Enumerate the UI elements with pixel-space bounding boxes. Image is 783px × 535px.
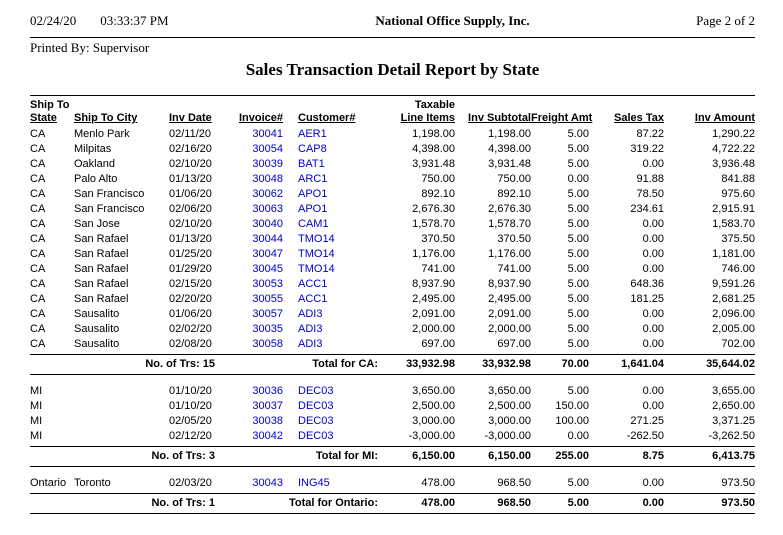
- cell-invoice-link[interactable]: 30041: [252, 128, 283, 140]
- cell-inv-date: 02/08/20: [169, 338, 212, 350]
- state-group: [30, 384, 755, 467]
- cell-state: CA: [30, 323, 46, 335]
- cell-taxable-line-items: 2,676.30: [412, 203, 455, 215]
- group-summary-row: [30, 493, 755, 514]
- cell-invoice-link[interactable]: 30044: [252, 233, 283, 245]
- cell-sales-tax: 234.61: [630, 203, 664, 215]
- cell-freight-amt: 5.00: [567, 293, 589, 305]
- cell-inv-amount: 973.50: [721, 477, 755, 489]
- cell-invoice-link[interactable]: 30040: [252, 218, 283, 230]
- cell-inv-date: 02/06/20: [169, 203, 212, 215]
- cell-taxable-line-items: 3,931.48: [412, 158, 455, 170]
- cell-inv-date: 02/15/20: [169, 278, 212, 290]
- total-inv-amount: 35,644.02: [706, 358, 755, 370]
- cell-inv-subtotal: 1,198.00: [488, 128, 531, 140]
- table-row: [30, 384, 755, 399]
- cell-taxable-line-items: 2,091.00: [412, 308, 455, 320]
- cell-inv-subtotal: 3,931.48: [488, 158, 531, 170]
- cell-freight-amt: 5.00: [567, 248, 589, 260]
- cell-customer-link[interactable]: DEC03: [298, 400, 334, 412]
- cell-inv-date: 01/06/20: [169, 188, 212, 200]
- cell-state: CA: [30, 248, 46, 260]
- cell-inv-date: 02/20/20: [169, 293, 212, 305]
- cell-inv-amount: 3,655.00: [712, 385, 755, 397]
- cell-freight-amt: 5.00: [567, 338, 589, 350]
- cell-city: San Francisco: [74, 188, 145, 200]
- cell-city: Toronto: [74, 477, 111, 489]
- cell-freight-amt: 5.00: [567, 477, 589, 489]
- cell-state: CA: [30, 128, 46, 140]
- cell-state: Ontario: [30, 477, 67, 489]
- cell-sales-tax: -262.50: [626, 430, 664, 442]
- cell-taxable-line-items: 892.10: [421, 188, 455, 200]
- cell-inv-date: 01/10/20: [169, 400, 212, 412]
- table-row: [30, 202, 755, 217]
- cell-inv-subtotal: 968.50: [497, 477, 531, 489]
- cell-customer-link[interactable]: CAP8: [298, 143, 327, 155]
- cell-invoice-link[interactable]: 30035: [252, 323, 283, 335]
- cell-inv-date: 02/16/20: [169, 143, 212, 155]
- cell-sales-tax: 319.22: [630, 143, 664, 155]
- cell-invoice-link[interactable]: 30038: [252, 415, 283, 427]
- table-row: [30, 292, 755, 307]
- cell-inv-amount: 746.00: [721, 263, 755, 275]
- cell-state: CA: [30, 263, 46, 275]
- cell-freight-amt: 5.00: [567, 263, 589, 275]
- cell-invoice-link[interactable]: 30054: [252, 143, 283, 155]
- cell-taxable-line-items: 697.00: [421, 338, 455, 350]
- cell-inv-subtotal: 8,937.90: [488, 278, 531, 290]
- cell-freight-amt: 5.00: [567, 308, 589, 320]
- cell-inv-date: 01/29/20: [169, 263, 212, 275]
- total-freight-amt: 70.00: [561, 358, 589, 370]
- cell-freight-amt: 5.00: [567, 143, 589, 155]
- column-header-customer: Customer#: [298, 112, 356, 124]
- cell-freight-amt: 5.00: [567, 385, 589, 397]
- column-header-sales-tax: Sales Tax: [614, 112, 664, 124]
- cell-taxable-line-items: 2,500.00: [412, 400, 455, 412]
- table-row: [30, 217, 755, 232]
- cell-sales-tax: 0.00: [642, 308, 664, 320]
- cell-inv-subtotal: 2,676.30: [488, 203, 531, 215]
- cell-inv-amount: 375.50: [721, 233, 755, 245]
- cell-city: [74, 429, 167, 444]
- cell-inv-date: 02/11/20: [169, 128, 212, 140]
- cell-customer-link[interactable]: CAM1: [298, 218, 329, 230]
- cell-invoice-link[interactable]: 30039: [252, 158, 283, 170]
- table-row: [30, 262, 755, 277]
- cell-inv-amount: 1,290.22: [712, 128, 755, 140]
- cell-customer-link[interactable]: BAT1: [298, 158, 325, 170]
- cell-taxable-line-items: 478.00: [421, 477, 455, 489]
- table-row: [30, 157, 755, 172]
- report-header: [30, 0, 755, 29]
- cell-city: Sausalito: [74, 338, 120, 350]
- cell-inv-date: 01/10/20: [169, 385, 212, 397]
- cell-inv-amount: 975.60: [721, 188, 755, 200]
- cell-invoice-link[interactable]: 30045: [252, 263, 283, 275]
- cell-invoice-link[interactable]: 30043: [252, 477, 283, 489]
- cell-freight-amt: 150.00: [555, 400, 589, 412]
- cell-inv-subtotal: 3,000.00: [488, 415, 531, 427]
- cell-customer-link[interactable]: ADI3: [298, 323, 323, 335]
- table-row: [30, 277, 755, 292]
- column-header-state: Ship To State: [30, 99, 70, 124]
- cell-invoice-link[interactable]: 30062: [252, 188, 283, 200]
- cell-state: CA: [30, 308, 46, 320]
- cell-inv-subtotal: 892.10: [497, 188, 531, 200]
- cell-customer-link[interactable]: TMO14: [298, 263, 335, 275]
- total-sales-tax: 0.00: [642, 497, 664, 509]
- cell-freight-amt: 5.00: [567, 188, 589, 200]
- table-row: [30, 142, 755, 157]
- cell-city: San Rafael: [74, 293, 129, 305]
- cell-inv-date: 02/02/20: [169, 323, 212, 335]
- cell-customer-link[interactable]: ARC1: [298, 173, 328, 185]
- cell-sales-tax: 0.00: [642, 248, 664, 260]
- cell-state: CA: [30, 158, 46, 170]
- table-row: [30, 172, 755, 187]
- cell-inv-amount: 2,650.00: [712, 400, 755, 412]
- cell-inv-subtotal: 2,091.00: [488, 308, 531, 320]
- cell-inv-amount: 841.88: [721, 173, 755, 185]
- cell-city: San Jose: [74, 218, 120, 230]
- table-header: [30, 95, 755, 125]
- cell-inv-amount: 9,591.26: [712, 278, 755, 290]
- cell-freight-amt: 100.00: [555, 415, 589, 427]
- cell-taxable-line-items: 370.50: [421, 233, 455, 245]
- group-total-label: Total for MI:: [315, 450, 378, 462]
- cell-inv-subtotal: 697.00: [497, 338, 531, 350]
- table-row: [30, 307, 755, 322]
- cell-sales-tax: 0.00: [642, 338, 664, 350]
- cell-inv-date: 01/06/20: [169, 308, 212, 320]
- cell-city: Menlo Park: [74, 128, 130, 140]
- cell-inv-subtotal: 3,650.00: [488, 385, 531, 397]
- cell-city: Milpitas: [74, 143, 112, 155]
- cell-sales-tax: 0.00: [642, 233, 664, 245]
- cell-inv-amount: -3,262.50: [708, 430, 755, 442]
- cell-taxable-line-items: 3,650.00: [412, 385, 455, 397]
- table-row: [30, 187, 755, 202]
- cell-taxable-line-items: 1,578.70: [412, 218, 455, 230]
- cell-city: Palo Alto: [74, 173, 118, 185]
- cell-sales-tax: 271.25: [630, 415, 664, 427]
- cell-inv-date: 01/13/20: [169, 173, 212, 185]
- cell-taxable-line-items: 2,495.00: [412, 293, 455, 305]
- cell-state: CA: [30, 188, 46, 200]
- table-row: [30, 322, 755, 337]
- cell-freight-amt: 5.00: [567, 323, 589, 335]
- cell-sales-tax: 181.25: [630, 293, 664, 305]
- cell-freight-amt: 0.00: [567, 430, 589, 442]
- cell-inv-subtotal: 2,495.00: [488, 293, 531, 305]
- group-total-label: Total for CA:: [312, 358, 378, 370]
- printed-by: Printed By: Supervisor: [30, 40, 150, 55]
- total-inv-amount: 973.50: [721, 497, 755, 509]
- table-body: [30, 127, 755, 514]
- cell-city: Sausalito: [74, 308, 120, 320]
- cell-inv-subtotal: -3,000.00: [484, 430, 531, 442]
- cell-inv-amount: 2,096.00: [712, 308, 755, 320]
- cell-inv-amount: 4,722.22: [712, 143, 755, 155]
- cell-inv-date: 02/10/20: [169, 218, 212, 230]
- cell-inv-subtotal: 741.00: [497, 263, 531, 275]
- cell-sales-tax: 87.22: [636, 128, 664, 140]
- cell-freight-amt: 5.00: [567, 128, 589, 140]
- cell-customer-link[interactable]: TMO14: [298, 248, 335, 260]
- cell-state: CA: [30, 203, 46, 215]
- cell-state: MI: [30, 415, 43, 427]
- cell-city: San Rafael: [74, 233, 129, 245]
- column-header-inv-date: Inv Date: [169, 112, 212, 124]
- cell-inv-amount: 3,371.25: [712, 415, 755, 427]
- table-row: [30, 414, 755, 429]
- cell-customer-link[interactable]: AER1: [298, 128, 327, 140]
- cell-city: San Rafael: [74, 278, 129, 290]
- cell-inv-amount: 1,181.00: [712, 248, 755, 260]
- cell-state: CA: [30, 278, 46, 290]
- cell-inv-amount: 1,583.70: [712, 218, 755, 230]
- total-freight-amt: 255.00: [555, 450, 589, 462]
- column-header-freight-amt: Freight Amt: [531, 112, 593, 124]
- cell-city: San Rafael: [74, 248, 129, 260]
- company-name: National Office Supply, Inc.: [375, 13, 530, 28]
- group-total-label: Total for Ontario:: [288, 497, 378, 509]
- table-row: [30, 247, 755, 262]
- report-datetime: [30, 13, 260, 29]
- cell-inv-date: 01/25/20: [169, 248, 212, 260]
- cell-inv-amount: 702.00: [721, 338, 755, 350]
- total-taxable-line-items: 6,150.00: [412, 450, 455, 462]
- cell-customer-link[interactable]: ADI3: [298, 308, 323, 320]
- cell-inv-subtotal: 750.00: [497, 173, 531, 185]
- total-sales-tax: 1,641.04: [621, 358, 664, 370]
- column-header-taxable-line-items: Taxable Line Items: [400, 99, 455, 124]
- cell-customer-link[interactable]: APO1: [298, 188, 328, 200]
- cell-taxable-line-items: 8,937.90: [412, 278, 455, 290]
- column-header-inv-amount: Inv Amount: [694, 112, 755, 124]
- column-header-invoice: Invoice#: [238, 112, 283, 124]
- cell-inv-subtotal: 2,500.00: [488, 400, 531, 412]
- cell-city: [74, 414, 167, 429]
- cell-customer-link[interactable]: DEC03: [298, 385, 334, 397]
- cell-taxable-line-items: 3,000.00: [412, 415, 455, 427]
- total-inv-subtotal: 33,932.98: [482, 358, 531, 370]
- cell-freight-amt: 5.00: [567, 233, 589, 245]
- cell-invoice-link[interactable]: 30037: [252, 400, 283, 412]
- total-taxable-line-items: 33,932.98: [406, 358, 455, 370]
- cell-city: [74, 399, 167, 414]
- transaction-count: No. of Trs: 15: [145, 358, 215, 370]
- cell-taxable-line-items: 1,176.00: [412, 248, 455, 260]
- cell-inv-subtotal: 2,000.00: [488, 323, 531, 335]
- report-date: 02/24/20: [30, 13, 77, 28]
- state-group: [30, 476, 755, 514]
- table-row: [30, 399, 755, 414]
- column-header-inv-subtotal: Inv Subtotal: [468, 112, 531, 124]
- cell-city: Sausalito: [74, 323, 120, 335]
- cell-customer-link[interactable]: ADI3: [298, 338, 323, 350]
- cell-inv-subtotal: 370.50: [497, 233, 531, 245]
- cell-taxable-line-items: 1,198.00: [412, 128, 455, 140]
- cell-city: [74, 384, 167, 399]
- cell-inv-amount: 2,005.00: [712, 323, 755, 335]
- cell-state: MI: [30, 385, 43, 397]
- column-header-city: Ship To City: [74, 112, 138, 124]
- table-row: [30, 337, 755, 352]
- cell-sales-tax: 0.00: [642, 385, 664, 397]
- transaction-count: No. of Trs: 1: [151, 497, 215, 509]
- cell-inv-date: 02/10/20: [169, 158, 212, 170]
- cell-freight-amt: 5.00: [567, 218, 589, 230]
- cell-city: Oakland: [74, 158, 115, 170]
- total-inv-amount: 6,413.75: [712, 450, 755, 462]
- table-row: [30, 429, 755, 444]
- cell-state: MI: [30, 430, 43, 442]
- cell-inv-date: 01/13/20: [169, 233, 212, 245]
- state-group: [30, 127, 755, 375]
- table-row: [30, 232, 755, 247]
- cell-sales-tax: 0.00: [642, 477, 664, 489]
- cell-customer-link[interactable]: APO1: [298, 203, 328, 215]
- cell-freight-amt: 5.00: [567, 158, 589, 170]
- cell-inv-subtotal: 4,398.00: [488, 143, 531, 155]
- cell-customer-link[interactable]: DEC03: [298, 430, 334, 442]
- cell-invoice-link[interactable]: 30055: [252, 293, 283, 305]
- cell-city: San Rafael: [74, 263, 129, 275]
- cell-state: CA: [30, 173, 46, 185]
- cell-sales-tax: 648.36: [630, 278, 664, 290]
- cell-city: San Francisco: [74, 203, 145, 215]
- total-sales-tax: 8.75: [642, 450, 664, 462]
- cell-invoice-link[interactable]: 30048: [252, 173, 283, 185]
- cell-inv-subtotal: 1,578.70: [488, 218, 531, 230]
- cell-inv-amount: 3,936.48: [712, 158, 755, 170]
- total-inv-subtotal: 6,150.00: [488, 450, 531, 462]
- cell-customer-link[interactable]: ACC1: [298, 278, 328, 290]
- header-divider: [30, 37, 755, 38]
- cell-invoice-link[interactable]: 30042: [252, 430, 283, 442]
- cell-sales-tax: 91.88: [636, 173, 664, 185]
- cell-taxable-line-items: 741.00: [421, 263, 455, 275]
- cell-freight-amt: 5.00: [567, 278, 589, 290]
- cell-freight-amt: 5.00: [567, 203, 589, 215]
- total-freight-amt: 5.00: [567, 497, 589, 509]
- cell-inv-date: 02/05/20: [169, 415, 212, 427]
- cell-invoice-link[interactable]: 30047: [252, 248, 283, 260]
- cell-taxable-line-items: 750.00: [421, 173, 455, 185]
- cell-invoice-link[interactable]: 30057: [252, 308, 283, 320]
- table-row: [30, 127, 755, 142]
- cell-sales-tax: 0.00: [642, 218, 664, 230]
- group-summary-row: [30, 354, 755, 375]
- cell-customer-link[interactable]: ACC1: [298, 293, 328, 305]
- cell-inv-date: 02/03/20: [169, 477, 212, 489]
- cell-invoice-link[interactable]: 30058: [252, 338, 283, 350]
- cell-sales-tax: 78.50: [636, 188, 664, 200]
- cell-inv-amount: 2,681.25: [712, 293, 755, 305]
- cell-customer-link[interactable]: DEC03: [298, 415, 334, 427]
- total-taxable-line-items: 478.00: [421, 497, 455, 509]
- cell-invoice-link[interactable]: 30053: [252, 278, 283, 290]
- cell-customer-link[interactable]: TMO14: [298, 233, 335, 245]
- total-inv-subtotal: 968.50: [497, 497, 531, 509]
- report-title: Sales Transaction Detail Report by State: [245, 60, 540, 79]
- page-number: Page 2 of 2: [696, 13, 755, 28]
- cell-customer-link[interactable]: ING45: [298, 477, 330, 489]
- cell-sales-tax: 0.00: [642, 323, 664, 335]
- report-time: 03:33:37 PM: [100, 13, 169, 28]
- cell-state: CA: [30, 143, 46, 155]
- cell-sales-tax: 0.00: [642, 263, 664, 275]
- cell-taxable-line-items: -3,000.00: [408, 430, 455, 442]
- cell-taxable-line-items: 4,398.00: [412, 143, 455, 155]
- cell-inv-date: 02/12/20: [169, 430, 212, 442]
- cell-state: CA: [30, 233, 46, 245]
- cell-freight-amt: 0.00: [567, 173, 589, 185]
- transaction-count: No. of Trs: 3: [151, 450, 215, 462]
- cell-sales-tax: 0.00: [642, 400, 664, 412]
- cell-taxable-line-items: 2,000.00: [412, 323, 455, 335]
- cell-state: MI: [30, 400, 43, 412]
- cell-inv-subtotal: 1,176.00: [488, 248, 531, 260]
- cell-state: CA: [30, 293, 46, 305]
- cell-state: CA: [30, 218, 46, 230]
- cell-state: CA: [30, 338, 46, 350]
- cell-invoice-link[interactable]: 30036: [252, 385, 283, 397]
- cell-invoice-link[interactable]: 30063: [252, 203, 283, 215]
- table-row: [30, 476, 755, 491]
- cell-inv-amount: 2,915.91: [712, 203, 755, 215]
- group-summary-row: [30, 446, 755, 467]
- cell-sales-tax: 0.00: [642, 158, 664, 170]
